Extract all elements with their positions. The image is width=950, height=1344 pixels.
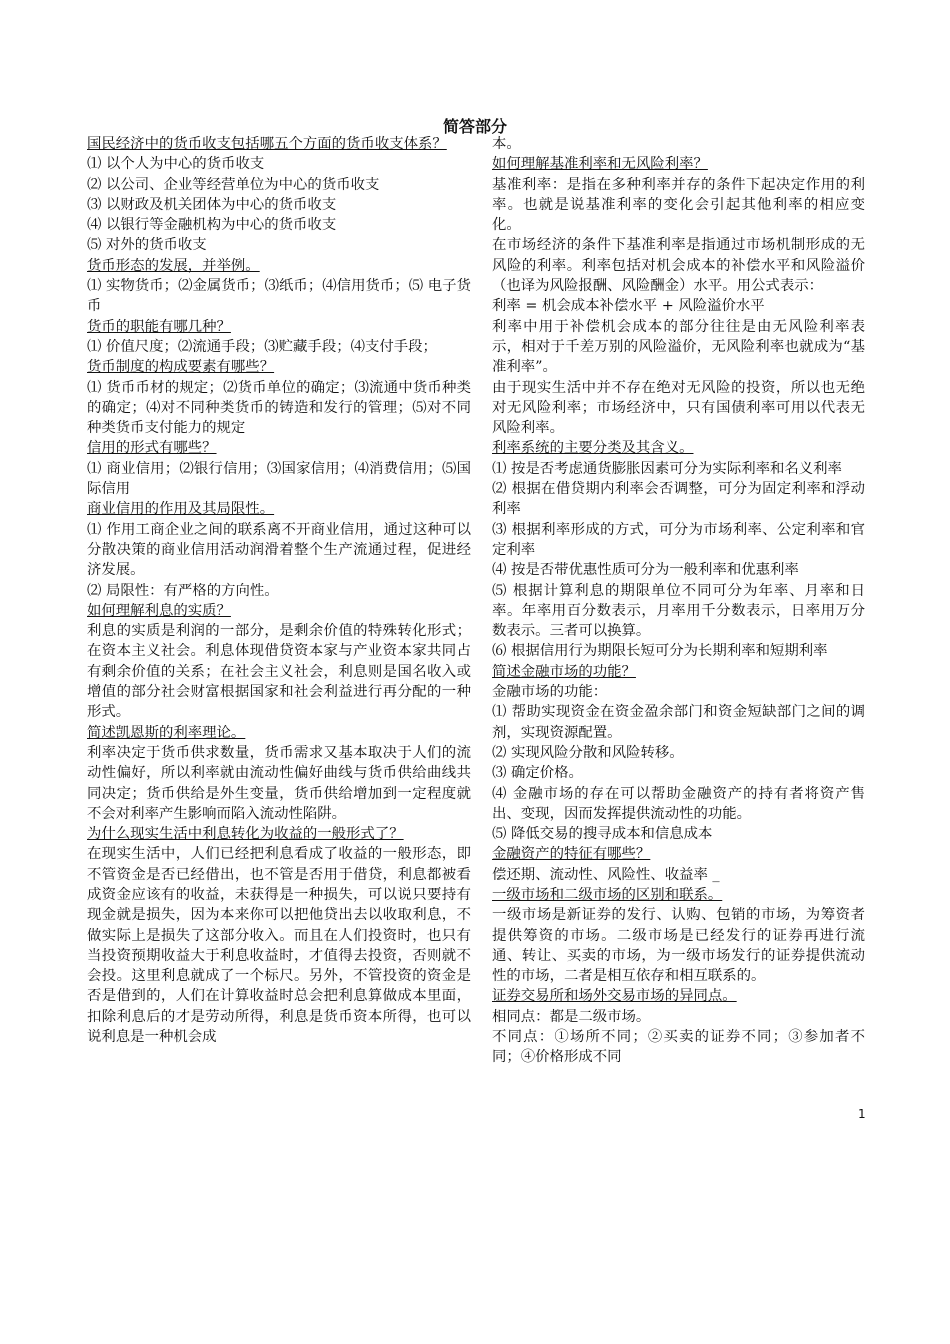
answer-paragraph: ⑵ 以公司、企业等经营单位为中心的货币收支 xyxy=(87,176,380,193)
question-heading: 简述凯恩斯的利率理论。 xyxy=(87,724,246,741)
question-heading: 金融资产的特征有哪些？ xyxy=(492,846,651,863)
question-heading: 货币形态的发展，并举例。 xyxy=(87,257,260,274)
question-heading: 货币制度的构成要素有哪些？ xyxy=(87,359,275,376)
left-column xyxy=(87,134,471,1047)
answer-paragraph: ⑷ 按是否带优惠性质可分为一般利率和优惠利率 xyxy=(492,562,799,579)
answer-paragraph: 偿还期、流动性、风险性、收益率 _ xyxy=(492,866,720,883)
page-number: 1 xyxy=(858,1107,866,1121)
answer-paragraph: ⑴ 作用工商企业之间的联系离不开商业信用，通过这种可以分散决策的商业信用活动润滑着整个生产流通过程，促进经济发展。 xyxy=(87,521,471,579)
question-heading: 利率系统的主要分类及其含义。 xyxy=(492,440,694,457)
question-heading: 信用的形式有哪些？ xyxy=(87,440,217,457)
question-heading: 简述金融市场的功能？ xyxy=(492,663,636,680)
question-heading: 如何理解利息的实质？ xyxy=(87,602,231,619)
question-heading: 国民经济中的货币收支包括哪五个方面的货币收支体系？ xyxy=(87,136,447,152)
answer-paragraph: 金融市场的功能： xyxy=(492,684,608,701)
answer-paragraph: 本。 xyxy=(492,136,521,152)
question-heading: 货币的职能有哪几种？ xyxy=(87,318,231,335)
question-heading: 证券交易所和场外交易市场的异同点。 xyxy=(492,988,737,1005)
answer-paragraph: ⑷ 金融市场的存在可以帮助金融资产的持有者将资产售出、变现，因而发挥提供流动性的功能。 xyxy=(492,785,865,822)
answer-paragraph: 基准利率：是指在多种利率并存的条件下起决定作用的利率。也就是说基准利率的变化会引起其他利率的相应变化。 xyxy=(492,176,865,234)
answer-paragraph: 利率中用于补偿机会成本的部分往往是由无风险利率表示，相对于千差万别的风险溢价，无风险利率也就成为“基准利率”。 xyxy=(492,318,865,376)
answer-paragraph: 由于现实生活中并不存在绝对无风险的投资，所以也无绝对无风险利率；市场经济中，只有国债利率可用以代表无风险利率。 xyxy=(492,379,865,437)
answer-paragraph: ⑴ 帮助实现资金在资金盈余部门和资金短缺部门之间的调剂，实现资源配置。 xyxy=(492,704,865,741)
answer-paragraph: ⑷ 以银行等金融机构为中心的货币收支 xyxy=(87,217,337,234)
question-heading: 一级市场和二级市场的区别和联系。 xyxy=(492,886,723,903)
answer-paragraph: ⑸ 对外的货币收支 xyxy=(87,237,207,254)
answer-paragraph: ⑴ 价值尺度；⑵流通手段；⑶贮藏手段；⑷支付手段； xyxy=(87,338,437,355)
answer-paragraph: 在现实生活中，人们已经把利息看成了收益的一般形态，即不管资金是否已经借出，也不管是否用于借贷，利息都被看成资金应该有的收益，未获得是一种损失，可以说只要持有现金就是损失，因为本来你可以把他贷出去以收取利息，不做实际上是损失了这部分收入。而且在人们投资时，也只有当投资预期收益大于利息收益时，才值得去投资，否则就不会投。这里利息就成了一个标尺。另外，不管投资的资金是否是借到的，人们在计算收益时总会把利息算做成本里面，扣除利息后的才是劳动所得，利息是货币资本所得，也可以说利息是一种机会成 xyxy=(87,846,471,1046)
answer-paragraph: 相同点：都是二级市场。 xyxy=(492,1008,651,1025)
question-heading: 为什么现实生活中利息转化为收益的一般形式了？ xyxy=(87,826,404,843)
answer-paragraph: ⑴ 按是否考虑通货膨胀因素可分为实际利率和名义利率 xyxy=(492,460,842,477)
answer-paragraph: 利率决定于货币供求数量，货币需求又基本取决于人们的流动性偏好，所以利率就由流动性偏好曲线与货币供给曲线共同决定；货币供给是外生变量，货币供给增加到一定程度就不会对利率产生影响而陷入流动性陷阱。 xyxy=(87,744,471,822)
answer-paragraph: 一级市场是新证券的发行、认购、包销的市场，为筹资者提供筹资的市场。二级市场是已经发行的证券再进行流通、转让、买卖的市场，为一级市场发行的证券提供流动性的市场，二者是相互依存和相互联系的。 xyxy=(492,907,865,985)
page-title: 简答部分 xyxy=(442,117,507,136)
answer-paragraph: ⑶ 以财政及机关团体为中心的货币收支 xyxy=(87,196,337,213)
answer-paragraph: ⑵ 实现风险分散和风险转移。 xyxy=(492,744,684,761)
answer-paragraph: ⑶ 根据利率形成的方式，可分为市场利率、公定利率和官定利率 xyxy=(492,521,865,558)
answer-paragraph: 在市场经济的条件下基准利率是指通过市场机制形成的无风险的利率。利率包括对机会成本的补偿水平和风险溢价（也译为风险报酬、风险酬金）水平。用公式表示： xyxy=(492,237,865,295)
answer-paragraph: 利率 = 机会成本补偿水平 + 风险溢价水平 xyxy=(492,298,765,315)
answer-paragraph: ⑸ 降低交易的搜寻成本和信息成本 xyxy=(492,826,713,843)
answer-paragraph: ⑵ 根据在借贷期内利率会否调整，可分为固定利率和浮动利率 xyxy=(492,481,865,518)
answer-paragraph: ⑴ 货币币材的规定；⑵货币单位的确定；⑶流通中货币种类的确定；⑷对不同种类货币的铸造和发行的管理；⑸对不同种类货币支付能力的规定 xyxy=(87,379,471,437)
question-heading: 如何理解基准利率和无风险利率？ xyxy=(492,156,708,173)
answer-paragraph: ⑵ 局限性：有严格的方向性。 xyxy=(87,582,279,599)
answer-paragraph: 不同点：①场所不同；②买卖的证券不同；③参加者不同；④价格形成不同 xyxy=(492,1029,865,1066)
answer-paragraph: 利息的实质是利润的一部分，是剩余价值的特殊转化形式；在资本主义社会。利息体现借贷资本家与产业资本家共同占有剩余价值的关系；在社会主义社会，利息则是国名收入或增值的部分社会财富根据国家和社会利益进行再分配的一种形式。 xyxy=(87,623,471,721)
answer-paragraph: ⑹ 根据信用行为期限长短可分为长期利率和短期利率 xyxy=(492,643,828,660)
answer-paragraph: ⑴ 商业信用；⑵银行信用；⑶国家信用；⑷消费信用；⑸国际信用 xyxy=(87,460,471,498)
answer-paragraph: ⑴ 以个人为中心的货币收支 xyxy=(87,156,265,173)
answer-paragraph: ⑶ 确定价格。 xyxy=(492,765,583,782)
answer-paragraph: ⑴ 实物货币；⑵金属货币；⑶纸币；⑷信用货币；⑸ 电子货币 xyxy=(87,278,471,315)
answer-paragraph: ⑸ 根据计算利息的期限单位不同可分为年率、月率和日率。年率用百分数表示，月率用千分数表示，日率用万分数表示。三者可以换算。 xyxy=(492,582,865,640)
right-column xyxy=(492,134,865,1068)
question-heading: 商业信用的作用及其局限性。 xyxy=(87,501,275,518)
